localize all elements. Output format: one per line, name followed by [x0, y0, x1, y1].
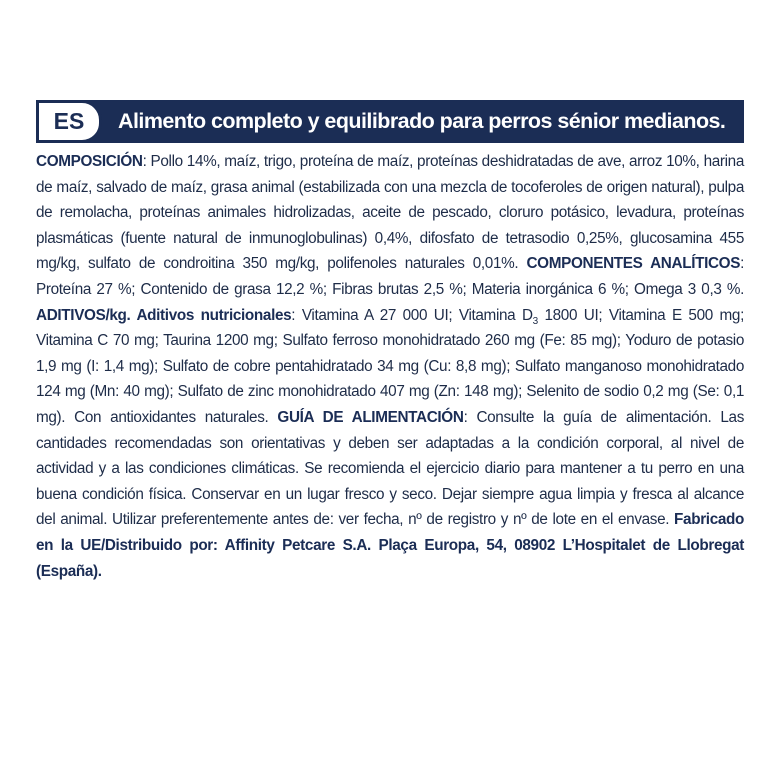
- vitamin-d-subscript: 3: [532, 315, 538, 327]
- feeding-guide-heading: GUÍA DE ALIMENTACIÓN: [277, 408, 464, 426]
- composition-heading: COMPOSICIÓN: [36, 153, 143, 170]
- label-body: [36, 149, 744, 584]
- feeding-guide-text: : Consulte la guía de alimentación. Las cantidades recomendadas son orientativas y deben ser adaptadas a la condición corporal, al nivel de actividad y a las condiciones climáticas. Se recomienda el ejercicio diario para mantener a tu perro en una buena condición física. Conservar en un lugar fresco y seco. Dejar siempre agua limpia y fresca al alcance del animal. Utilizar preferentemente antes de: ver fecha, nº de registro y nº de lote en el envase.: [36, 408, 744, 529]
- additives-text-start: : Vitamina A 27 000 UI; Vitamina D: [291, 306, 533, 324]
- label-header: [36, 100, 744, 143]
- language-badge: ES: [36, 100, 102, 143]
- manufacturer-info: Fabricado en la UE/Distribuido por: Affinity Petcare S.A. Plaça Europa, 54, 08902 L’Hospitalet de Llobregat (España).: [36, 511, 744, 580]
- composition-text: : Pollo 14%, maíz, trigo, proteína de maíz, proteínas deshidratadas de ave, arroz 10%, harina de maíz, salvado de maíz, grasa animal (estabilizada con una mezcla de tocoferoles de origen natural), pulpa de remolacha, proteínas animales hidrolizadas, aceite de pescado, cloruro potásico, levadura, proteínas plasmáticas (fuente natural de inmunoglobulinas) 0,4%, difosfato de tetrasodio 0,25%, glucosamina 455 mg/kg, sulfato de condroitina 350 mg/kg, polifenoles naturales 0,01%.: [36, 153, 744, 273]
- product-label: [36, 100, 744, 584]
- analytical-components-text: : Proteína 27 %; Contenido de grasa 12,2 %; Fibras brutas 2,5 %; Materia inorgánica 6 %; Omega 3 0,3 %.: [36, 255, 744, 298]
- additives-heading: ADITIVOS/kg. Aditivos nutricionales: [36, 306, 292, 324]
- analytical-components-heading: COMPONENTES ANALÍTICOS: [526, 255, 741, 273]
- additives-text: 1800 UI; Vitamina E 500 mg; Vitamina C 70 mg; Taurina 1200 mg; Sulfato ferroso monohidratado 260 mg (Fe: 85 mg); Yoduro de potasio 1,9 mg (I: 1,4 mg); Sulfato de cobre pentahidratado 34 mg (Cu: 8,8 mg); Sulfato manganoso monohidratado 124 mg (Mn: 40 mg); Sulfato de zinc monohidratado 407 mg (Zn: 148 mg); Selenito de sodio 0,2 mg (Se: 0,1 mg). Con antioxidantes naturales.: [36, 306, 744, 426]
- product-title: Alimento completo y equilibrado para perros sénior medianos.: [118, 109, 726, 133]
